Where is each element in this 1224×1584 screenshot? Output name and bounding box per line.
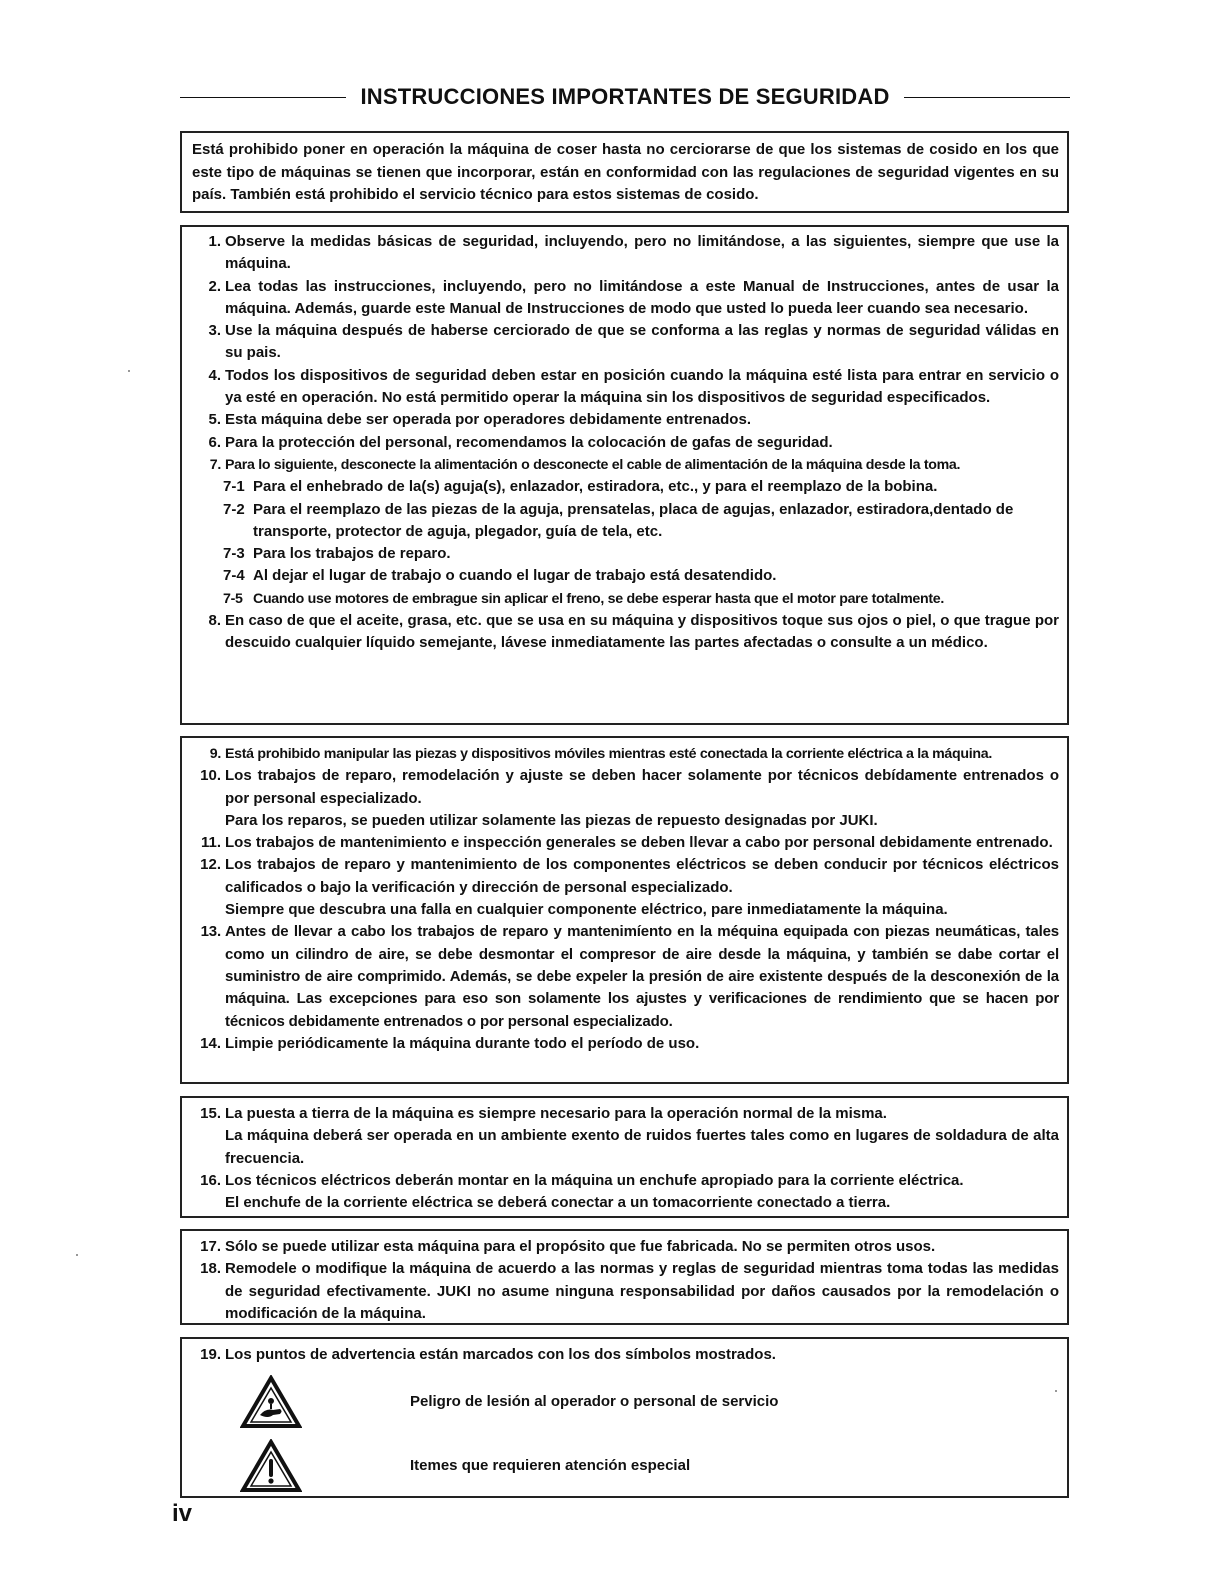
safety-section-4 — [180, 1229, 1069, 1325]
injury-hazard-icon — [240, 1375, 302, 1429]
symbol-row — [240, 1439, 691, 1493]
list-item: 3. Use la máquina después de haberse cerciorado de que se conforma a las reglas y normas de seguridad válidas en su pais. — [208, 322, 1059, 362]
list-item: 15. La puesta a tierra de la máquina es siempre necesario para la operación normal de la misma. La máquina deberá ser operada en un ambiente exento de ruidos fuertes tales como en lugares de soldadura de alta frecuencia. — [200, 1105, 1059, 1167]
list-item: 7. Para lo siguiente, desconecte la alimentación o desconecte el cable de alimentación de la máquina desde la toma. — [209, 456, 961, 473]
scan-speck — [128, 370, 130, 372]
heading-title: INSTRUCCIONES IMPORTANTES DE SEGURIDAD — [360, 84, 890, 109]
safety-section-1 — [180, 225, 1069, 725]
list-item: 14. Limpie periódicamente la máquina durante todo el período de uso. — [200, 1034, 700, 1052]
page-heading — [180, 80, 1070, 114]
safety-section-2 — [180, 736, 1069, 1084]
list-item: 9. Está prohibido manipular las piezas y dispositivos móviles mientras esté conectada la corriente eléctrica a la máquina. — [209, 746, 992, 762]
sub-list-item: 7-1 Para el enhebrado de la(s) aguja(s), enlazador, estiradora, etc., y para el reemplazo de la bobina. — [223, 478, 938, 496]
list-item: 5. Esta máquina debe ser operada por operadores debidamente entrenados. — [208, 411, 751, 429]
sub-list-item: 7-5 Cuando use motores de embrague sin aplicar el freno, se debe esperar hasta que el motor pare totalmente. — [223, 590, 944, 607]
list-item: 11. Los trabajos de mantenimiento e inspección generales se deben llevar a cabo por personal debidamente entrenado. — [200, 834, 1053, 852]
list-item: 8. En caso de que el aceite, grasa, etc. que se usa en su máquina y dispositivos toque sus ojos o piel, o que trague por descuido cualquier líquido semejante, lávese inmediatamente las partes afectadas o consulte a un médico. — [208, 612, 1059, 652]
page-number: iv — [172, 1500, 193, 1527]
symbol-row — [240, 1375, 779, 1429]
list-item: 2. Lea todas las instrucciones, incluyendo, pero no limitándose a este Manual de Instrucciones, antes de usar la máquina. Además, guarde este Manual de Instrucciones de modo que usted lo pueda leer cuando sea necesario. — [208, 277, 1059, 317]
caution-label: Itemes que requieren atención especial — [410, 1456, 691, 1474]
list-item: 6. Para la protección del personal, recomendamos la colocación de gafas de seguridad. — [208, 433, 833, 451]
sub-list-item: 7-4 Al dejar el lugar de trabajo o cuando el lugar de trabajo está desatendido. — [223, 567, 777, 585]
list-item: 10. Los trabajos de reparo, remodelación y ajuste se deben hacer solamente por técnicos debídamente entrenados o por personal especializado. Para los reparos, se pueden utilizar solamente las piezas de repuesto designadas por JUKI. — [200, 767, 1059, 829]
safety-section-5 — [180, 1337, 1069, 1498]
heading-rule-right — [904, 97, 1070, 98]
intro-box: Está prohibido poner en operación la máquina de coser hasta no cerciorarse de que los sistemas de cosido en los que este tipo de máquinas se tienen que incorporar, están en conformidad con las regulaciones de seguridad vigentes en su país. También está prohibido el servicio técnico para estos sistemas de cosido. — [180, 131, 1069, 213]
list-item: 13. Antes de llevar a cabo los trabajos de reparo y mantenimíento en la méquina equipada con piezas neumáticas, tales como un cilindro de aire, se debe desmontar el compresor de aire desde la máquina, y también se dabe cortar el suministro de aire comprimido. Además, se debe expeler la presión de aire existente después de la desconexión de la máquina. Las excepciones para eso son solamente los ajustes y verificaciones de rendimiento que se hacen por técnicos debidamente entrenados o por personal especializado. — [200, 923, 1059, 1030]
safety-section-3 — [180, 1096, 1069, 1218]
list-item: 17. Sólo se puede utilizar esta máquina para el propósito que fue fabricada. No se permiten otros usos. — [200, 1238, 936, 1255]
list-item: 19. Los puntos de advertencia están marcados con los dos símbolos mostrados. — [200, 1346, 776, 1363]
sub-list-item: 7-3 Para los trabajos de reparo. — [223, 545, 451, 563]
injury-hazard-label: Peligro de lesión al operador o personal de servicio — [410, 1392, 779, 1410]
scan-speck — [76, 1254, 78, 1256]
scan-speck — [1055, 1390, 1057, 1392]
list-item: 16. Los técnicos eléctricos deberán montar en la máquina un enchufe apropiado para la corriente eléctrica. El enchufe de la corriente eléctrica se deberá conectar a un tomacorriente conectado a tierra. — [200, 1171, 964, 1212]
list-item: 1. Observe la medidas básicas de seguridad, incluyendo, pero no limitándose, a las siguientes, siempre que use la máquina. — [208, 233, 1059, 273]
caution-icon — [240, 1439, 302, 1493]
list-item: 12. Los trabajos de reparo y mantenimiento de los componentes eléctricos se deben conducir por técnicos eléctricos calificados o bajo la verificación y dirección de personal especializado. Siempre que descubra una falla en cualquier componente eléctrico, pare inmediatamente la máquina. — [200, 856, 1059, 919]
list-item: 4. Todos los dispositivos de seguridad deben estar en posición cuando la máquina esté lista para entrar en servicio o ya esté en operación. No está permitido operar la máquina sin los dispositivos de seguridad especificados. — [208, 366, 1059, 407]
list-item: 18. Remodele o modifique la máquina de acuerdo a las normas y reglas de seguridad mientras toma todas las medidas de seguridad efectivamente. JUKI no asume ninguna responsabilidad por daños causados por la remodelación o modificación de la máquina. — [200, 1260, 1059, 1322]
heading-rule-left — [180, 97, 346, 98]
sub-list-item: 7-2 Para el reemplazo de las piezas de la aguja, prensatelas, placa de agujas, enlazador, estiradora,dentado de transporte, protector de aguja, plegador, guía de tela, etc. — [223, 500, 1014, 540]
